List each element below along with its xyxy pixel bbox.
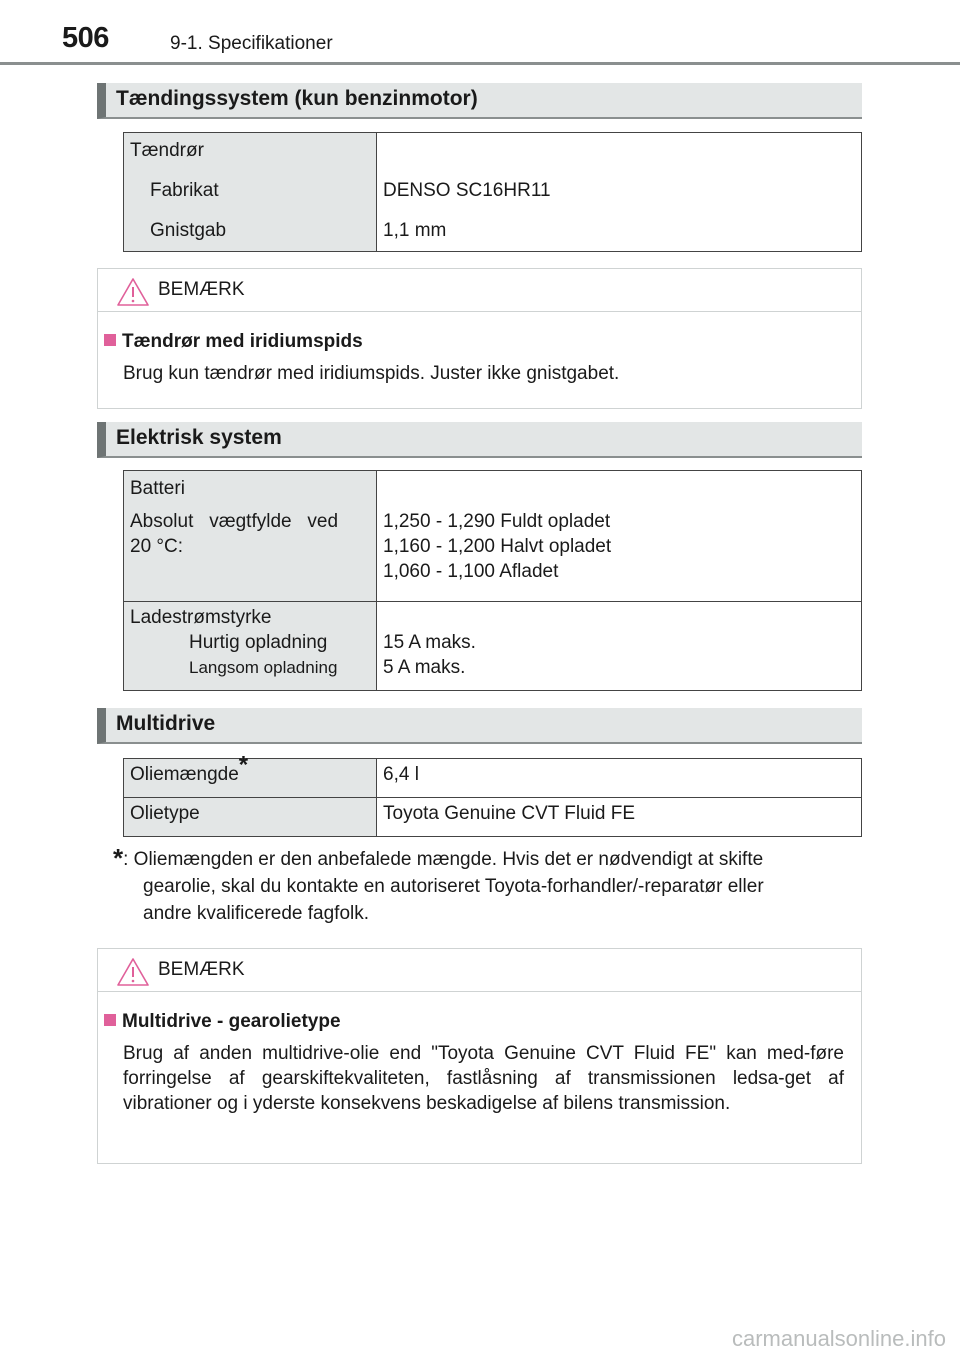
make-label: Fabrikat (150, 180, 219, 201)
gravity-label: Absolut vægtfylde ved (130, 511, 339, 532)
fast-charge-value: 15 A maks. (383, 632, 476, 653)
page-header (0, 0, 960, 66)
notice-subtitle (104, 331, 363, 353)
table-label-cell (124, 133, 377, 252)
notice-box (97, 948, 862, 1164)
table-label-cell (124, 602, 377, 691)
table-row (124, 759, 862, 798)
notice-subtitle (104, 1011, 341, 1033)
notice-header (98, 269, 861, 312)
footnote-text: gearolie, skal du kontakte en autoriseret Toyota-forhandler/-reparatør eller (143, 876, 764, 897)
warning-triangle-icon (116, 957, 150, 987)
table-value-cell (377, 471, 862, 602)
fast-charge-label: Hurtig opladning (189, 632, 328, 653)
battery-label: Batteri (130, 478, 185, 499)
oil-type-label: Olietype (130, 803, 200, 824)
oil-quantity-value: 6,4 l (383, 764, 419, 785)
table-label-cell (124, 798, 377, 837)
footnote-marker: * (113, 843, 124, 873)
section-title: Multidrive (116, 712, 216, 735)
table-row (124, 471, 862, 602)
section-ignition-heading (97, 83, 862, 119)
section-electrical-heading (97, 422, 862, 458)
oil-type-value: Toyota Genuine CVT Fluid FE (383, 803, 636, 824)
gap-value: 1,1 mm (383, 220, 447, 241)
section-title: Elektrisk system (116, 426, 282, 449)
gravity-value: 1,160 - 1,200 Halvt opladet (383, 536, 612, 557)
table-value-cell (377, 133, 862, 252)
footnote-text: andre kvalificerede fagfolk. (143, 903, 370, 924)
section-title: Tændingssystem (kun benzinmotor) (116, 87, 478, 110)
table-row (124, 798, 862, 837)
header-divider (0, 62, 960, 65)
watermark[interactable]: carmanualsonline.info (731, 1326, 946, 1351)
multidrive-table (123, 751, 862, 837)
table-value-cell (377, 759, 862, 798)
slow-charge-value: 5 A maks. (383, 657, 466, 678)
notice-body: Brug kun tændrør med iridiumspids. Juster ikke gnistgabet. (123, 363, 620, 384)
table-value-cell (377, 798, 862, 837)
slow-charge-label: Langsom opladning (189, 658, 338, 677)
notice-title: BEMÆRK (158, 959, 245, 980)
notice-subtitle-text: Tændrør med iridiumspids (122, 331, 363, 352)
table-label-cell (124, 751, 377, 798)
notice-header (98, 949, 861, 992)
make-value: DENSO SC16HR11 (383, 180, 551, 201)
gravity-label-cont: 20 °C: (130, 536, 184, 557)
footnote-marker: * (238, 751, 249, 779)
notice-box (97, 268, 862, 409)
page-number: 506 (62, 22, 109, 54)
gravity-value: 1,250 - 1,290 Fuldt opladet (383, 511, 611, 532)
section-multidrive-heading (97, 708, 862, 744)
warning-triangle-icon (116, 277, 150, 307)
oil-quantity-label: Oliemængde (130, 764, 239, 785)
pink-square-bullet-icon (104, 334, 116, 346)
table-row (124, 133, 862, 252)
gap-label: Gnistgab (150, 220, 227, 241)
footnote (113, 845, 858, 927)
pink-square-bullet-icon (104, 1014, 116, 1026)
spark-plug-label: Tændrør (130, 140, 204, 161)
notice-body: Brug af anden multidrive-olie end "Toyota Genuine CVT Fluid FE" kan med-føre forringelse af gearskiftekvaliteten, fastlåsning af transmissionen ledsa-get af vibrationer og i yderste konsekvens beskadigelse af bilens transmission. (123, 1043, 844, 1114)
gravity-value: 1,060 - 1,100 Afladet (383, 561, 559, 582)
notice-title: BEMÆRK (158, 279, 245, 300)
chapter-title: 9-1. Specifikationer (170, 33, 333, 54)
electrical-table (123, 470, 862, 691)
table-value-cell (377, 602, 862, 691)
footnote-text: : Oliemængden er den anbefalede mængde. Hvis det er nødvendigt at skifte (123, 849, 764, 870)
notice-subtitle-text: Multidrive - gearolietype (122, 1011, 341, 1032)
charge-label: Ladestrømstyrke (130, 607, 272, 628)
table-row (124, 602, 862, 691)
table-label-cell (124, 471, 377, 602)
ignition-table (123, 132, 862, 252)
